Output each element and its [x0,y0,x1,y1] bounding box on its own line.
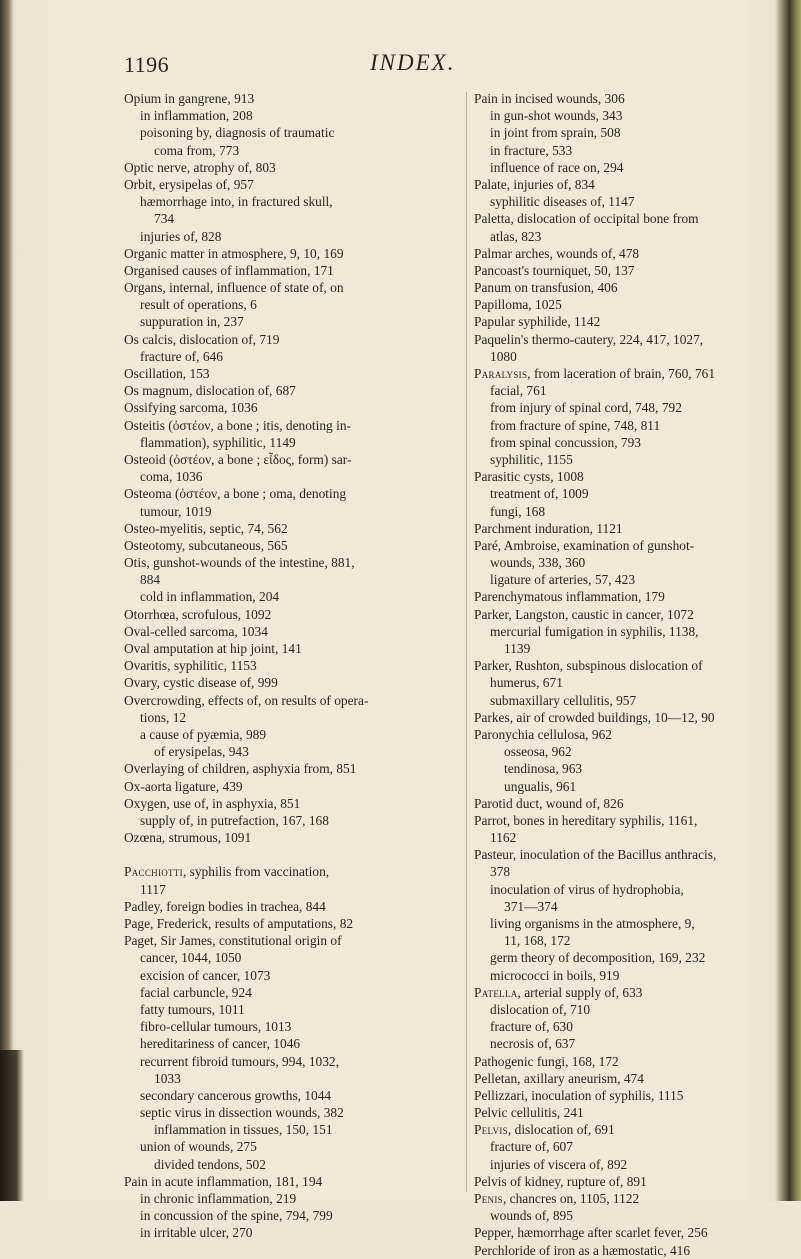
index-subentry: in chronic inflammation, 219 [140,1191,297,1206]
index-subentry: tumour, 1019 [140,503,212,519]
index-subentry: humerus, 671 [490,675,563,691]
index-subentry: coma from, 773 [154,142,240,158]
index-entry: Ox-aorta ligature, 439 [124,778,243,794]
index-column-right [474,90,774,1259]
index-subentry: hereditariness of cancer, 1046 [140,1036,301,1052]
index-subentry: syphilitic, 1155 [490,451,573,467]
index-entry: Oscillation, 153 [124,366,210,381]
index-entry: Pelvis, dislocation of, 691 [474,1122,615,1138]
index-entry: Overlaying of children, asphyxia from, 851 [124,761,357,777]
index-entry: Patella, arterial supply of, 633 [474,984,643,1000]
index-entry: Pathogenic fungi, 168, 172 [474,1053,619,1069]
index-entry: Panum on transfusion, 406 [474,280,618,296]
index-subentry: wounds, 338, 360 [490,555,586,571]
index-entry: Paget, Sir James, constitutional origin of [124,933,342,949]
index-subentry: 1162 [490,830,517,846]
page-binding-shadow [0,0,14,1201]
index-entry: Pancoast's tourniquet, 50, 137 [474,262,635,278]
index-subentry: cold in inflammation, 204 [140,589,280,605]
page-number: 1196 [124,52,170,77]
index-subentry: in inflammation, 208 [140,108,253,124]
index-entry: Pepper, hæmorrhage after scarlet fever, 256 [474,1225,708,1241]
index-entry: Pelletan, axillary aneurism, 474 [474,1070,644,1086]
index-subentry: poisoning by, diagnosis of traumatic [140,125,335,141]
index-subentry: mercurial fumigation in syphilis, 1138, [490,623,699,639]
index-entry: Palate, injuries of, 834 [474,176,595,192]
index-entry: Organic matter in atmosphere, 9, 10, 169 [124,245,344,261]
index-subentry: result of operations, 6 [140,297,257,313]
index-entry: Organised causes of inflammation, 171 [124,262,334,278]
index-subentry: flammation), syphilitic, 1149 [140,434,296,450]
index-subentry: 884 [140,572,161,588]
index-subentry: treatment of, 1009 [490,486,589,502]
index-subentry: divided tendons, 502 [154,1156,266,1172]
index-entry: Otorrhœa, scrofulous, 1092 [124,606,272,622]
index-entry: Padley, foreign bodies in trachea, 844 [124,898,326,914]
index-entry: Oval amputation at hip joint, 141 [124,641,302,656]
index-entry: Parasitic cysts, 1008 [474,469,584,485]
index-subentry: 1139 [504,641,531,656]
index-entry: Organs, internal, influence of state of, on [124,280,344,296]
index-subentry: necrosis of, 637 [490,1036,576,1052]
index-subentry: 11, 168, 172 [504,933,571,949]
index-entry: Ozœna, strumous, 1091 [124,830,252,846]
index-subentry: in gun-shot wounds, 343 [490,108,623,124]
index-entry: Paquelin's thermo-cautery, 224, 417, 1027, [474,331,704,347]
index-subentry: union of wounds, 275 [140,1139,257,1155]
index-subentry: septic virus in dissection wounds, 382 [140,1105,344,1121]
index-entry: Paronychia cellulosa, 962 [474,726,612,742]
index-subentry: hæmorrhage into, in fractured skull, [140,194,333,210]
index-entry: Parkes, air of crowded buildings, 10—12, 90 [474,709,715,725]
index-subentry: germ theory of decomposition, 169, 232 [490,950,706,966]
index-entry: Osteitis (ὀστέον, a bone ; itis, denoting in- [124,417,351,433]
index-subentry: atlas, 823 [490,228,542,244]
index-subentry: in concussion of the spine, 794, 799 [140,1208,333,1224]
index-entry: Parrot, bones in hereditary syphilis, 1161, [474,812,698,828]
index-subentry: 1033 [154,1070,181,1086]
index-subentry: osseosa, 962 [504,744,572,760]
index-subentry: 1117 [140,881,166,897]
page-corner-shadow [0,1050,24,1201]
index-entry: Pelvis of kidney, rupture of, 891 [474,1173,647,1189]
index-subentry: 1080 [490,348,517,364]
index-subentry: supply of, in putrefaction, 167, 168 [140,812,329,828]
index-entry: Palmar arches, wounds of, 478 [474,245,640,261]
index-entry: Papular syphilide, 1142 [474,314,601,330]
index-entry: Opium in gangrene, 913 [124,91,255,106]
index-subentry: ungualis, 961 [504,778,577,794]
index-subentry: tions, 12 [140,709,187,725]
index-subentry: in fracture, 533 [490,142,573,158]
index-entry: Oxygen, use of, in asphyxia, 851 [124,795,301,811]
index-subentry: fracture of, 607 [490,1139,573,1155]
index-entry: Pasteur, inoculation of the Bacillus anthracis, [474,847,717,863]
index-column-left [124,90,462,1242]
index-entry: Papilloma, 1025 [474,297,562,313]
index-entry: Osteoma (ὀστέον, a bone ; oma, denoting [124,486,347,502]
index-subentry: excision of cancer, 1073 [140,967,271,983]
index-subentry: coma, 1036 [140,469,203,485]
index-entry: Orbit, erysipelas of, 957 [124,176,254,192]
index-subentry: injuries of, 828 [140,228,222,244]
index-entry: Overcrowding, effects of, on results of opera- [124,692,369,708]
index-entry: Parotid duct, wound of, 826 [474,795,624,811]
index-entry: Osteotomy, subcutaneous, 565 [124,537,288,553]
index-entry: Pellizzari, inoculation of syphilis, 1115 [474,1087,684,1103]
index-subentry: cancer, 1044, 1050 [140,950,242,966]
running-title: INDEX. [370,50,456,75]
index-subentry: influence of race on, 294 [490,159,624,175]
index-entry: Osteoid (ὀστέον, a bone ; εἶδος, form) sar- [124,451,352,467]
index-subentry: from spinal concussion, 793 [490,434,641,450]
index-subentry: syphilitic diseases of, 1147 [490,194,635,210]
index-subentry: 378 [490,864,511,880]
index-entry: Ossifying sarcoma, 1036 [124,400,258,416]
index-subentry: in irritable ulcer, 270 [140,1225,253,1241]
index-subentry: 371—374 [504,898,558,914]
index-subentry: tendinosa, 963 [504,761,583,777]
index-entry: Parchment induration, 1121 [474,520,623,536]
index-subentry: dislocation of, 710 [490,1001,591,1017]
index-subentry: facial, 761 [490,383,547,399]
index-subentry: fungi, 168 [490,503,546,519]
index-subentry: fibro-cellular tumours, 1013 [140,1019,292,1035]
index-entry: Page, Frederick, results of amputations, 82 [124,916,354,931]
index-subentry: in joint from sprain, 508 [490,125,621,141]
page-edge [775,0,801,1201]
index-subentry: a cause of pyæmia, 989 [140,726,267,742]
index-subentry: secondary cancerous growths, 1044 [140,1087,332,1103]
index-subentry: of erysipelas, 943 [154,744,249,760]
index-subentry: facial carbuncle, 924 [140,984,252,1000]
index-entry: Parker, Rushton, subspinous dislocation of [474,658,703,674]
index-entry: Paletta, dislocation of occipital bone from [474,211,699,227]
index-entry: Oval-celled sarcoma, 1034 [124,623,268,639]
index-subentry: inoculation of virus of hydrophobia, [490,881,684,897]
index-entry [124,846,462,863]
index-entry: Pacchiotti, syphilis from vaccination, [124,864,330,880]
index-entry: Pelvic cellulitis, 241 [474,1105,584,1121]
index-subentry: fracture of, 630 [490,1019,573,1035]
index-subentry: suppuration in, 237 [140,314,244,330]
index-entry: Otis, gunshot-wounds of the intestine, 881, [124,555,355,571]
column-rule [466,92,467,1192]
index-subentry: from fracture of spine, 748, 811 [490,417,661,433]
index-entry: Pain in incised wounds, 306 [474,91,625,106]
index-subentry: 734 [154,211,175,227]
index-subentry: recurrent fibroid tumours, 994, 1032, [140,1053,339,1069]
index-subentry: from injury of spinal cord, 748, 792 [490,400,682,416]
index-entry: Os calcis, dislocation of, 719 [124,331,280,347]
index-subentry: micrococci in boils, 919 [490,967,620,983]
index-entry: Optic nerve, atrophy of, 803 [124,159,276,175]
index-subentry: living organisms in the atmosphere, 9, [490,916,695,931]
index-subentry: wounds of, 895 [490,1208,573,1224]
index-subentry: injuries of viscera of, 892 [490,1156,628,1172]
index-entry: Paralysis, from laceration of brain, 760, 761 [474,366,716,381]
index-entry: Penis, chancres on, 1105, 1122 [474,1191,640,1206]
index-entry: Pain in acute inflammation, 181, 194 [124,1173,323,1189]
index-entry: Perchloride of iron as a hæmostatic, 416 [474,1242,691,1258]
index-entry: Ovary, cystic disease of, 999 [124,675,278,691]
index-entry: Parker, Langston, caustic in cancer, 1072 [474,606,694,622]
index-entry: Parenchymatous inflammation, 179 [474,589,665,605]
index-subentry: inflammation in tissues, 150, 151 [154,1122,333,1138]
index-subentry: submaxillary cellulitis, 957 [490,692,637,708]
index-entry: Osteo-myelitis, septic, 74, 562 [124,520,288,536]
page-header [0,50,801,80]
index-subentry: fatty tumours, 1011 [140,1001,245,1017]
index-subentry: ligature of arteries, 57, 423 [490,572,636,588]
index-entry: Paré, Ambroise, examination of gunshot- [474,537,695,553]
index-subentry: fracture of, 646 [140,348,223,364]
index-entry: Ovaritis, syphilitic, 1153 [124,658,257,674]
index-entry: Os magnum, dislocation of, 687 [124,383,296,399]
